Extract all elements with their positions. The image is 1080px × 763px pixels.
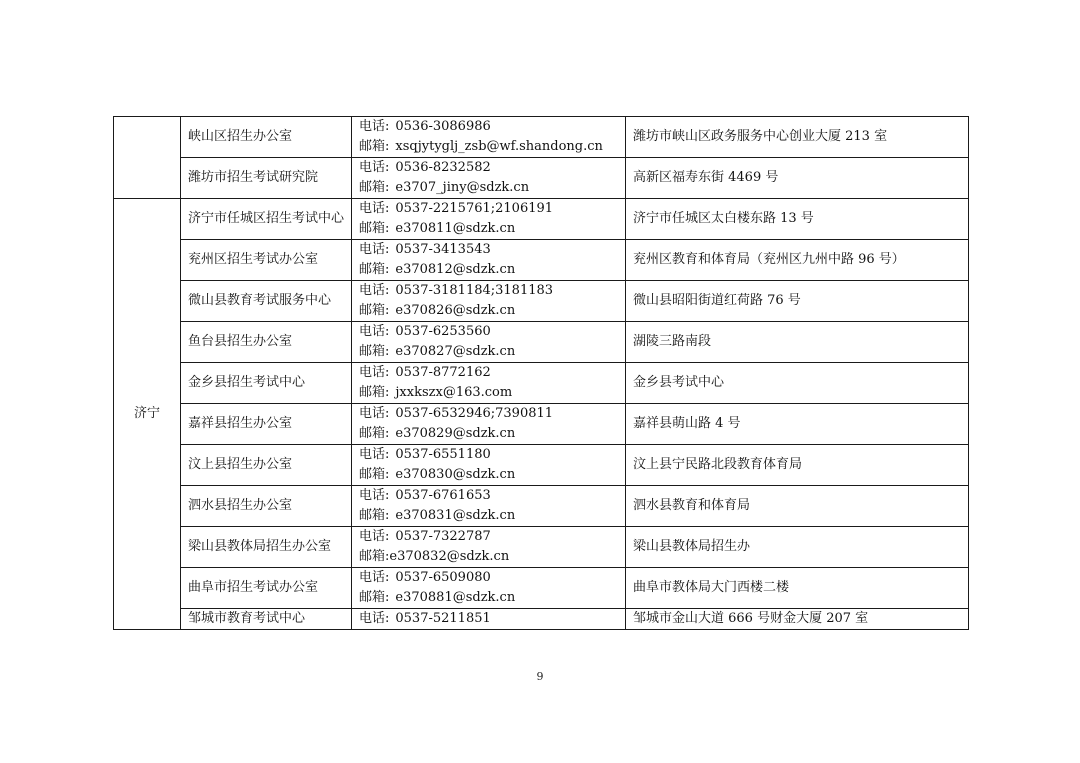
table-row — [114, 117, 969, 158]
table-row — [114, 322, 969, 363]
phone-value: 0537-6551180 — [395, 447, 491, 462]
email-value: e370831@sdzk.cn — [395, 508, 516, 523]
phone-label: 电话: — [359, 201, 390, 216]
phone-label: 电话: — [359, 488, 390, 503]
phone-label: 电话: — [359, 242, 390, 257]
phone-label: 电话: — [359, 406, 390, 421]
phone-label: 电话: — [359, 160, 390, 175]
email-label: 邮箱: — [359, 426, 390, 441]
address-cell: 邹城市金山大道 666 号财金大厦 207 室 — [626, 609, 969, 630]
phone-value: 0536-3086986 — [395, 119, 491, 134]
email-value: jxxkszx@163.com — [395, 385, 513, 400]
org-name: 曲阜市招生考试办公室 — [181, 568, 352, 609]
phone-label: 电话: — [359, 447, 390, 462]
contact-cell — [352, 158, 626, 199]
table-row — [114, 486, 969, 527]
address-cell: 潍坊市峡山区政务服务中心创业大厦 213 室 — [626, 117, 969, 158]
email-label: 邮箱: — [359, 262, 390, 277]
phone-value: 0537-6509080 — [395, 570, 491, 585]
phone-label: 电话: — [359, 611, 390, 626]
table-row — [114, 568, 969, 609]
address-cell: 泗水县教育和体育局 — [626, 486, 969, 527]
address-cell: 曲阜市教体局大门西楼二楼 — [626, 568, 969, 609]
email-label: 邮箱: — [359, 590, 390, 605]
email-label: 邮箱: — [359, 549, 390, 564]
email-value: e370812@sdzk.cn — [395, 262, 516, 277]
email-value: xsqjytyglj_zsb@wf.shandong.cn — [395, 139, 603, 154]
table-row — [114, 609, 969, 630]
address-cell: 湖陵三路南段 — [626, 322, 969, 363]
org-name: 汶上县招生办公室 — [181, 445, 352, 486]
contact-cell — [352, 404, 626, 445]
phone-value: 0537-2215761;2106191 — [395, 201, 554, 216]
contact-cell — [352, 486, 626, 527]
address-cell: 金乡县考试中心 — [626, 363, 969, 404]
address-cell: 济宁市任城区太白楼东路 13 号 — [626, 199, 969, 240]
contact-cell — [352, 568, 626, 609]
address-cell: 嘉祥县萌山路 4 号 — [626, 404, 969, 445]
org-name: 梁山县教体局招生办公室 — [181, 527, 352, 568]
org-name: 嘉祥县招生办公室 — [181, 404, 352, 445]
phone-value: 0537-6532946;7390811 — [395, 406, 554, 421]
org-name: 邹城市教育考试中心 — [181, 609, 352, 630]
email-value: e370827@sdzk.cn — [395, 344, 516, 359]
address-cell: 汶上县宁民路北段教育体育局 — [626, 445, 969, 486]
phone-value: 0537-6761653 — [395, 488, 491, 503]
org-name: 峡山区招生办公室 — [181, 117, 352, 158]
phone-label: 电话: — [359, 365, 390, 380]
phone-value: 0537-5211851 — [395, 611, 491, 626]
phone-value: 0536-8232582 — [395, 160, 491, 175]
phone-value: 0537-3181184;3181183 — [395, 283, 554, 298]
address-cell: 兖州区教育和体育局（兖州区九州中路 96 号） — [626, 240, 969, 281]
table-row — [114, 404, 969, 445]
address-cell: 高新区福寿东街 4469 号 — [626, 158, 969, 199]
org-name: 鱼台县招生办公室 — [181, 322, 352, 363]
email-value: e370829@sdzk.cn — [395, 426, 516, 441]
address-cell: 梁山县教体局招生办 — [626, 527, 969, 568]
email-label: 邮箱: — [359, 467, 390, 482]
table-row — [114, 527, 969, 568]
table-row — [114, 199, 969, 240]
email-label: 邮箱: — [359, 180, 390, 195]
contact-cell — [352, 199, 626, 240]
city-cell: 济宁 — [114, 199, 181, 630]
address-cell: 微山县昭阳街道红荷路 76 号 — [626, 281, 969, 322]
contacts-table — [113, 116, 969, 630]
table-row — [114, 445, 969, 486]
phone-label: 电话: — [359, 283, 390, 298]
email-label: 邮箱: — [359, 508, 390, 523]
contact-cell — [352, 527, 626, 568]
email-label: 邮箱: — [359, 303, 390, 318]
contact-cell — [352, 609, 626, 630]
phone-label: 电话: — [359, 529, 390, 544]
email-label: 邮箱: — [359, 139, 390, 154]
phone-label: 电话: — [359, 324, 390, 339]
contact-cell — [352, 240, 626, 281]
email-label: 邮箱: — [359, 221, 390, 236]
phone-label: 电话: — [359, 119, 390, 134]
contact-cell — [352, 363, 626, 404]
email-value: e370881@sdzk.cn — [395, 590, 516, 605]
org-name: 济宁市任城区招生考试中心 — [181, 199, 352, 240]
contact-cell — [352, 322, 626, 363]
phone-value: 0537-7322787 — [395, 529, 491, 544]
email-label: 邮箱: — [359, 344, 390, 359]
email-value: e3707_jiny@sdzk.cn — [395, 180, 530, 195]
email-value: e370832@sdzk.cn — [389, 549, 510, 564]
phone-value: 0537-3413543 — [395, 242, 491, 257]
org-name: 微山县教育考试服务中心 — [181, 281, 352, 322]
phone-value: 0537-6253560 — [395, 324, 491, 339]
contact-cell — [352, 445, 626, 486]
phone-value: 0537-8772162 — [395, 365, 491, 380]
email-value: e370826@sdzk.cn — [395, 303, 516, 318]
email-value: e370811@sdzk.cn — [395, 221, 516, 236]
org-name: 潍坊市招生考试研究院 — [181, 158, 352, 199]
page-number: 9 — [536, 670, 544, 683]
table-row — [114, 158, 969, 199]
org-name: 金乡县招生考试中心 — [181, 363, 352, 404]
table-row — [114, 240, 969, 281]
phone-label: 电话: — [359, 570, 390, 585]
contact-cell — [352, 117, 626, 158]
org-name: 兖州区招生考试办公室 — [181, 240, 352, 281]
email-value: e370830@sdzk.cn — [395, 467, 516, 482]
email-label: 邮箱: — [359, 385, 390, 400]
org-name: 泗水县招生办公室 — [181, 486, 352, 527]
contact-cell — [352, 281, 626, 322]
table-row — [114, 281, 969, 322]
table-row — [114, 363, 969, 404]
city-cell — [114, 117, 181, 199]
